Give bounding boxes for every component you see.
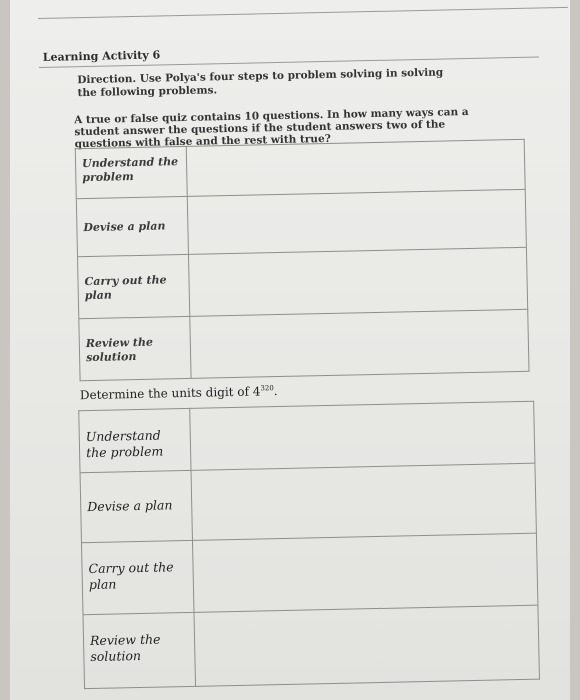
answer-cell-devise [191,463,536,540]
answer-cell-review [194,605,539,686]
worksheet-page [38,7,580,689]
table-row [81,533,537,615]
answer-cell-understand [190,401,535,470]
answer-cell-review [190,309,529,378]
step-label-understand: Understand the problem [75,146,187,198]
answer-cell-carry-out [188,247,527,316]
table-row [83,605,539,689]
worksheet-paper [10,0,570,700]
step-label-understand: Understand the problem [79,408,191,472]
table-row [79,309,529,380]
problem-2-text [80,378,480,401]
table-row [80,463,536,543]
problem-1-text: A true or false quiz contains 10 questions. In how many ways can a student answer the questions if the student answers two of the questions with false and the rest with true? [74,106,469,151]
table-row [78,247,528,318]
direction-text: Direction. Use Polya's four steps to problem solving in solving the following problems. [77,66,444,100]
step-label-carry-out: Carry out the plan [78,254,190,318]
problem-2-text-end: . [273,384,278,399]
answer-cell-understand [186,139,525,196]
step-label-devise: Devise a plan [76,196,188,256]
step-label-carry-out: Carry out the plan [81,540,193,614]
step-label-review: Review the solution [79,316,191,380]
table-row [79,401,535,473]
problem-2-steps-table [78,401,540,689]
problem-2-text-main: Determine the units digit of 4 [79,384,261,403]
step-label-devise: Devise a plan [80,470,192,542]
answer-cell-carry-out [192,533,537,612]
answer-cell-devise [187,189,526,254]
problem-1-steps-table [75,139,530,381]
step-label-review: Review the solution [83,612,196,688]
problem-2-exponent: 320 [260,384,274,393]
table-row [76,189,526,256]
activity-title: Learning Activity 6 [42,48,161,64]
